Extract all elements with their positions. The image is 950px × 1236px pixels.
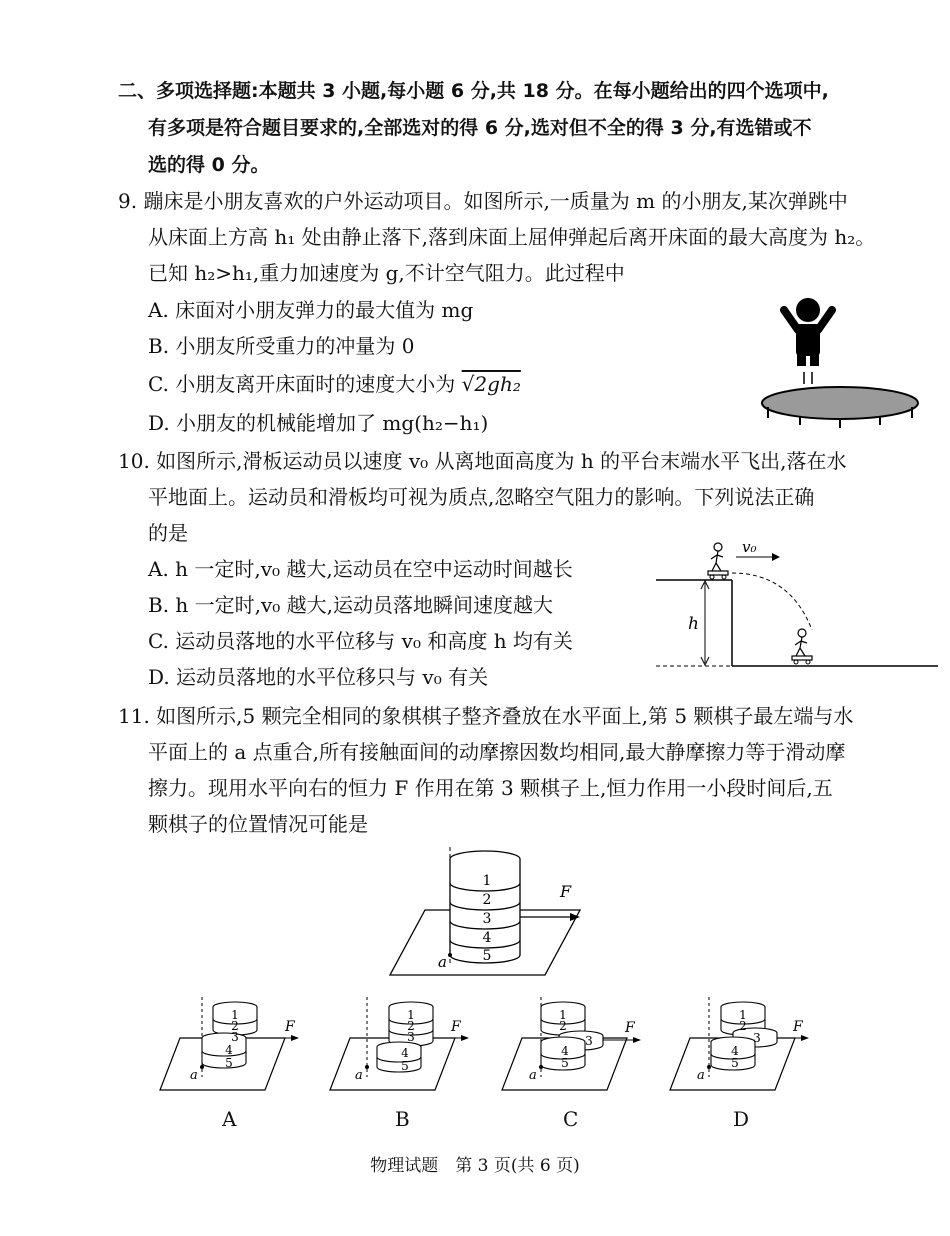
skateboard	[708, 571, 728, 575]
force-label: F	[793, 1019, 803, 1035]
piece-number: 3	[231, 1030, 239, 1044]
q10-option-a: A. h 一定时,v₀ 越大,运动员在空中运动时间越长	[148, 557, 573, 581]
piece-number: 5	[225, 1056, 233, 1070]
option-a-label: A	[222, 1107, 237, 1131]
piece-number: 4	[561, 1044, 569, 1058]
trajectory	[732, 573, 812, 630]
point-a	[448, 953, 452, 957]
option-a-figure	[155, 995, 305, 1095]
q9-option-a: A. 床面对小朋友弹力的最大值为 mg	[148, 298, 474, 322]
pieces-4-5	[202, 1038, 246, 1068]
option-d-label: D	[733, 1107, 750, 1131]
main-stack-figure	[380, 845, 610, 980]
force-label: F	[285, 1019, 295, 1035]
q11-stem-line4: 颗棋子的位置情况可能是	[148, 812, 368, 836]
point-a	[707, 1065, 711, 1069]
piece-number: 3	[482, 911, 492, 927]
piece-number: 1	[482, 873, 492, 889]
q10-option-d: D. 运动员落地的水平位移只与 v₀ 有关	[148, 665, 489, 689]
trampoline-bed	[762, 387, 918, 419]
piece-number: 5	[401, 1059, 409, 1073]
landed-skater-body	[795, 637, 807, 656]
q10-option-c: C. 运动员落地的水平位移与 v₀ 和高度 h 均有关	[148, 629, 573, 653]
point-a-label: a	[355, 1068, 363, 1083]
height-label: h	[688, 614, 699, 634]
force-label: F	[625, 1020, 635, 1036]
q11-stem-line2: 平面上的 a 点重合,所有接触面间的动摩擦因数均相同,最大静摩擦力等于滑动摩	[148, 740, 846, 764]
landed-skateboard	[792, 656, 812, 660]
velocity-label: v₀	[742, 538, 757, 556]
piece-number: 2	[482, 892, 492, 908]
pieces-4-5	[377, 1047, 421, 1072]
option-d-figure	[665, 995, 815, 1095]
q9-option-d: D. 小朋友的机械能增加了 mg(h₂−h₁)	[148, 411, 489, 435]
piece-number: 1	[407, 1008, 415, 1022]
piece-number: 5	[482, 948, 492, 964]
child-head	[796, 298, 820, 322]
point-a-label: a	[190, 1068, 198, 1083]
q10-option-b: B. h 一定时,v₀ 越大,运动员落地瞬间速度越大	[148, 593, 554, 617]
q9-stem-line3: 已知 h₂>h₁,重力加速度为 g,不计空气阻力。此过程中	[148, 261, 625, 285]
piece-number: 5	[731, 1056, 739, 1070]
point-a	[365, 1065, 369, 1069]
section-heading-line2: 有多项是符合题目要求的,全部选对的得 6 分,选对但不全的得 3 分,有选错或不	[148, 117, 812, 139]
piece-number: 2	[231, 1019, 239, 1033]
q9-stem-line2: 从床面上方高 h₁ 处由静止落下,落到床面上屈伸弹起后离开床面的最大高度为 h₂。	[148, 225, 876, 249]
section-heading-line1: 二、多项选择题:本题共 3 小题,每小题 6 分,共 18 分。在每小题给出的四个选项中,	[118, 80, 829, 102]
q11-stem-line1: 11. 如图所示,5 颗完全相同的象棋棋子整齐叠放在水平面上,第 5 颗棋子最左端与水	[118, 704, 854, 728]
point-a-label: a	[438, 953, 447, 971]
piece-number: 2	[407, 1019, 415, 1033]
trampoline-figure	[760, 290, 920, 430]
option-b-figure	[325, 995, 475, 1095]
landed-skater-head	[798, 629, 806, 637]
child-left-arm	[784, 310, 798, 330]
piece-number: 2	[739, 1019, 747, 1033]
child-right-arm	[818, 310, 832, 330]
skater-body	[711, 551, 723, 571]
q10-stem-line1: 10. 如图所示,滑板运动员以速度 v₀ 从离地面高度为 h 的平台末端水平飞出,落在水	[118, 449, 847, 473]
q9-option-c-formula: √2gh₂	[461, 372, 521, 396]
piece-number: 1	[559, 1008, 567, 1022]
page-footer: 物理试题 第 3 页(共 6 页)	[370, 1156, 580, 1176]
piece-number: 1	[739, 1008, 747, 1022]
point-a	[200, 1065, 204, 1069]
point-a	[539, 1065, 543, 1069]
projectile-figure	[650, 535, 940, 675]
q9-stem-line1: 9. 蹦床是小朋友喜欢的户外运动项目。如图所示,一质量为 m 的小朋友,某次弹跳中	[118, 189, 848, 213]
piece-number: 4	[482, 930, 492, 946]
child-left-leg	[797, 350, 806, 366]
piece-number: 4	[225, 1043, 233, 1057]
piece-number: 3	[407, 1030, 415, 1044]
option-c-figure	[497, 995, 647, 1095]
option-c-label: C	[563, 1107, 579, 1131]
q9-option-c	[148, 371, 521, 397]
velocity-arrowhead	[772, 553, 780, 561]
piece-number: 3	[753, 1031, 761, 1045]
force-label: F	[560, 882, 572, 901]
piece-number: 4	[731, 1044, 739, 1058]
q9-option-b: B. 小朋友所受重力的冲量为 0	[148, 334, 415, 358]
option-b-label: B	[395, 1107, 410, 1131]
point-a-label: a	[697, 1068, 705, 1083]
piece-number: 5	[561, 1056, 569, 1070]
point-a-label: a	[529, 1068, 537, 1083]
piece-number: 1	[231, 1008, 239, 1022]
piece-number: 3	[585, 1034, 593, 1048]
piece-number: 2	[559, 1019, 567, 1033]
q10-stem-line2: 平地面上。运动员和滑板均可视为质点,忽略空气阻力的影响。下列说法正确	[148, 485, 815, 509]
q11-stem-line3: 擦力。现用水平向右的恒力 F 作用在第 3 颗棋子上,恒力作用一小段时间后,五	[148, 776, 833, 800]
piece-number: 4	[401, 1046, 409, 1060]
skater-head	[714, 543, 722, 551]
child-right-leg	[810, 350, 819, 366]
q9-option-c-text: C. 小朋友离开床面时的速度大小为	[148, 372, 456, 396]
section-heading-line3: 选的得 0 分。	[148, 154, 270, 176]
force-label: F	[451, 1019, 461, 1035]
q10-stem-line3: 的是	[148, 521, 188, 545]
